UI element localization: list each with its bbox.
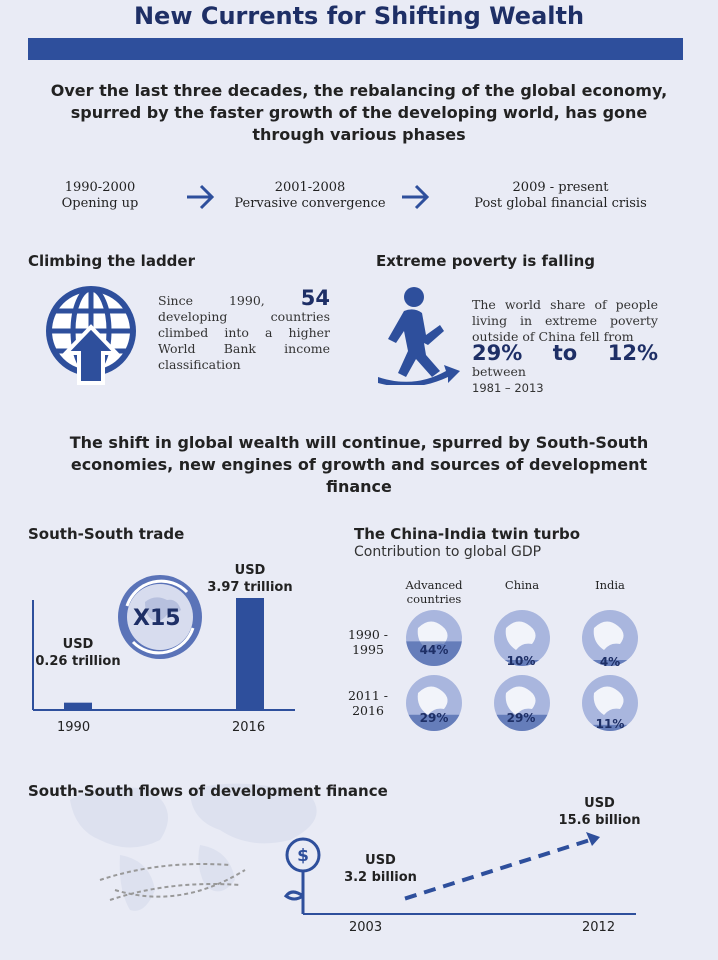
phase-3 [458, 180, 663, 212]
turbo-value-adv-2011: 29% [419, 711, 449, 725]
intro-text: Over the last three decades, the rebalancing of the global economy, spurred by the faster growth of the developing world, has gone through various phases [50, 81, 668, 144]
ladder-text-after: developing countries climbed into a higher World Bank income classification [158, 309, 330, 372]
turbo-heading: The China-India twin turbo [354, 525, 581, 543]
turbo-value-india-2011: 11% [595, 717, 625, 731]
finance-end-line2: 15.6 billion [558, 813, 641, 828]
phase-2 [225, 180, 395, 212]
poverty-text-body: The world share of people living in extreme poverty outside of China fell from [472, 297, 658, 344]
turbo-col-china: China [504, 578, 540, 592]
arrow-right-icon [400, 180, 430, 214]
turbo-col-india: India [595, 578, 625, 592]
finance-heading: South-South flows of development finance [28, 782, 388, 800]
trade-label-1990-line2: 0.26 trillion [35, 654, 121, 669]
trade-multiplier: X15 [133, 606, 181, 631]
poverty-heading: Extreme poverty is falling [376, 252, 596, 270]
trade-label-2016-line2: 3.97 trillion [207, 580, 293, 595]
turbo-row-1990: 1990 - 1995 [347, 627, 388, 657]
poverty-years: 1981 – 2013 [472, 381, 544, 395]
turbo-value-india-1990: 4% [599, 655, 621, 669]
phase-3-years: 2009 - present [512, 180, 609, 195]
finance-year-start: 2003 [349, 920, 383, 935]
ladder-text-before: Since 1990, [158, 293, 265, 308]
trade-label-2016-line1: USD [234, 563, 266, 578]
finance-arrowhead [586, 832, 600, 846]
finance-year-end: 2012 [582, 920, 616, 935]
turbo-col-advanced: Advanced countries [405, 578, 463, 606]
globe-icon-adv-0 [406, 610, 462, 666]
finance-start-label [338, 852, 423, 886]
turbo-value-adv-1990: 44% [419, 643, 449, 657]
arrow-right-icon [185, 180, 215, 214]
trade-label-1990 [28, 636, 128, 670]
trade-heading: South-South trade [28, 525, 185, 543]
phase-1-label: Opening up [61, 196, 139, 211]
phase-3-label: Post global financial crisis [474, 196, 647, 211]
globe-arrow-icon [38, 285, 144, 385]
ladder-number: 54 [300, 286, 330, 310]
poverty-from-to: 29% to 12% [472, 341, 658, 365]
svg-text:$: $ [297, 846, 309, 866]
phase-2-label: Pervasive convergence [234, 196, 386, 211]
phase-1 [40, 180, 160, 212]
ladder-text [158, 286, 330, 373]
turbo-value-china-2011: 29% [506, 711, 536, 725]
trade-bar-1990 [64, 703, 92, 710]
finance-end-label [552, 795, 647, 829]
page-title: New Currents for Shifting Wealth [133, 2, 585, 30]
title-bar [28, 38, 683, 60]
poverty-text [472, 297, 658, 396]
finance-trend-line [405, 840, 590, 899]
trade-label-2016 [200, 562, 300, 596]
finance-start-line1: USD [365, 853, 396, 868]
turbo-row-2011: 2011 - 2016 [347, 688, 388, 718]
walking-person-icon [374, 285, 460, 385]
trade-year-2016: 2016 [232, 720, 266, 735]
poverty-between: between [472, 364, 526, 379]
phase-2-years: 2001-2008 [274, 180, 346, 195]
turbo-subheading: Contribution to global GDP [354, 544, 542, 560]
turbo-value-china-1990: 10% [506, 654, 536, 668]
trade-bar-2016 [236, 598, 264, 710]
trade-year-1990: 1990 [57, 720, 91, 735]
phase-1-years: 1990-2000 [64, 180, 136, 195]
ladder-heading: Climbing the ladder [28, 252, 195, 270]
finance-start-line2: 3.2 billion [344, 870, 417, 885]
finance-chart [270, 830, 650, 920]
finance-end-line1: USD [584, 796, 615, 811]
shift-headline: The shift in global wealth will continue, spurred by South-South economies, new engines of growth and sources of development finance [69, 433, 649, 496]
trade-label-1990-line1: USD [62, 637, 94, 652]
